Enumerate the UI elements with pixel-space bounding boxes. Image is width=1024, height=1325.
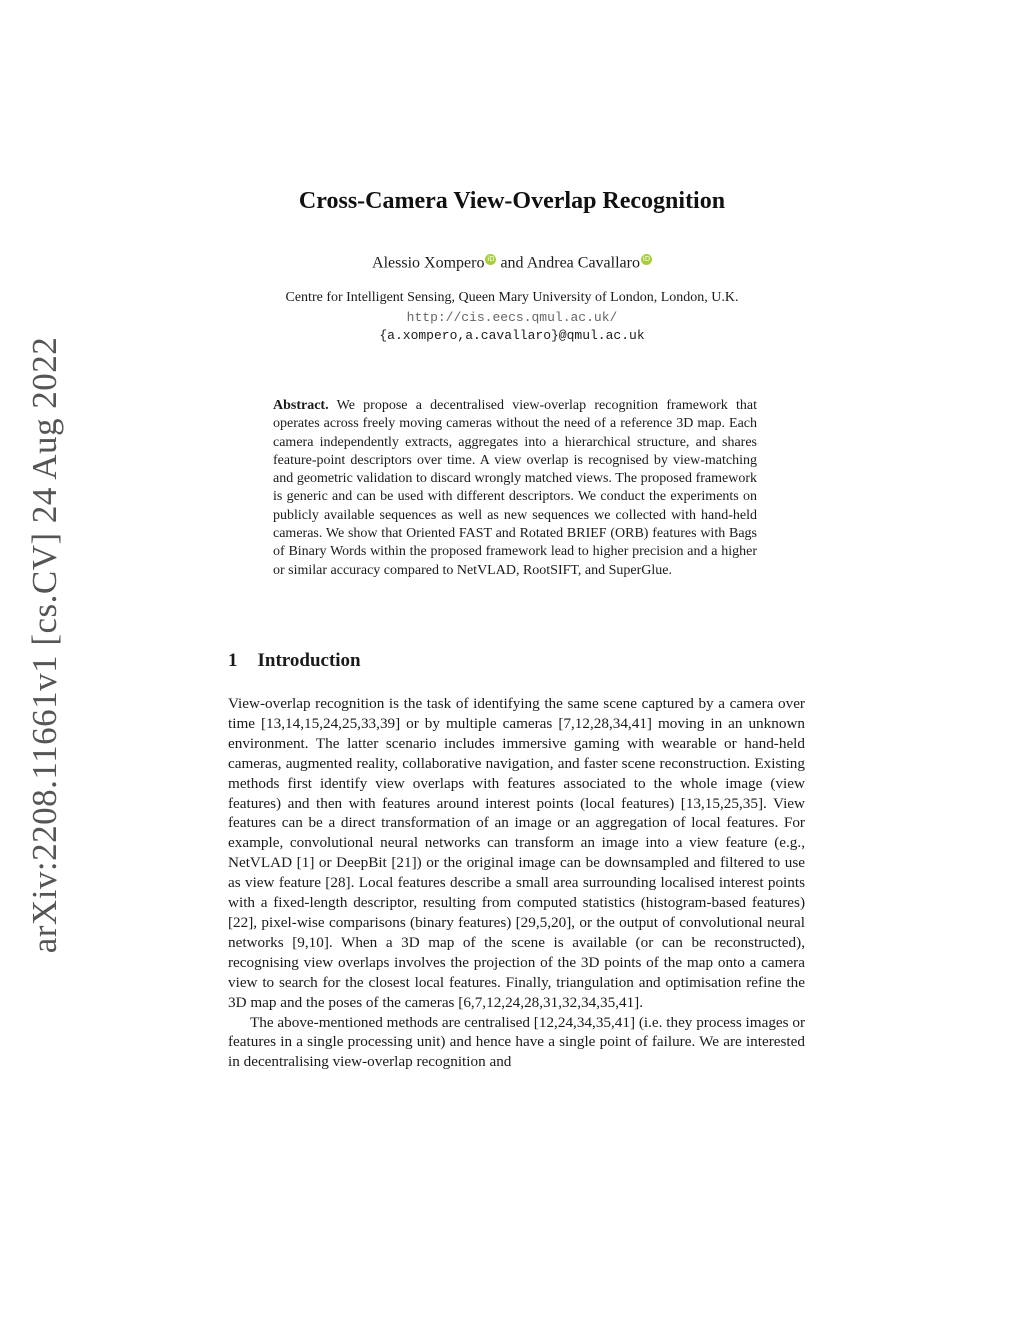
affiliation: Centre for Intelligent Sensing, Queen Mary University of London, London, U.K.: [285, 290, 739, 305]
author-name[interactable]: Alessio Xompero: [372, 254, 485, 272]
abstract: [273, 397, 757, 580]
author-connector: and: [500, 254, 524, 272]
paragraph: View-overlap recognition is the task of identifying the same scene captured by a camera over time [13,14,15,24,25,33,39] or by multiple cameras [7,12,28,34,41] moving in an unknown environment. The latter scenario includes immersive gaming with wearable or hand-held cameras, augmented reality, collaborative navigation, and faster scene reconstruction. Existing methods first identify view overlaps with features associated to the whole image (view features) and then with features around interest points (local features) [13,15,25,35]. View features can be a direct transformation of an image or an aggregation of local features. For example, convolutional neural networks can transform an image into a view feature (e.g., NetVLAD [1] or DeepBit [21]) or the original image can be downsampled and filtered to use as view feature [28]. Local features describe a small area surrounding localised interest points with a fixed-length descriptor, resulting from computed statistics (histogram-based features) [22], pixel-wise comparisons (binary features) [29,5,20], or the output of convolutional neural networks [9,10]. When a 3D map of the scene is available (or can be reconstructed), recognising view overlaps involves the projection of the 3D points of the map onto a camera view to search for the closest local features. Finally, triangulation and optimisation refine the 3D map and the poses of the cameras [6,7,12,24,28,31,32,34,35,41].: [228, 695, 805, 1011]
author-line: [0, 254, 1024, 272]
abstract-label: Abstract.: [273, 398, 329, 413]
arxiv-identifier: arXiv:2208.11661v1 [cs.CV] 24 Aug 2022: [25, 336, 64, 954]
institution-link[interactable]: http://cis.eecs.qmul.ac.uk/: [406, 310, 618, 325]
section-heading: [228, 650, 361, 672]
author-name[interactable]: Andrea Cavallaro: [526, 254, 640, 272]
paper-title: Cross-Camera View-Overlap Recognition: [298, 188, 726, 214]
abstract-text: We propose a decentralised view-overlap recognition framework that operates across freely moving cameras without the need of a reference 3D map. Each camera independently extracts, aggregates into a hierarchical structure, and shares feature-point descriptors over time. A view overlap is recognised by view-matching and geometric validation to discard wrongly matched views. The proposed framework is generic and can be used with different descriptors. We conduct the experiments on publicly available sequences as well as new sequences we collected with hand-held cameras. We show that Oriented FAST and Rotated BRIEF (ORB) features with Bags of Binary Words within the proposed framework lead to higher precision and a higher or similar accuracy compared to NetVLAD, RootSIFT, and SuperGlue.: [273, 398, 758, 578]
body-text: [228, 694, 805, 1072]
section-number: 1: [228, 650, 238, 671]
section-title: Introduction: [257, 650, 361, 671]
author-emails[interactable]: {a.xompero,a.cavallaro}@qmul.ac.uk: [379, 328, 645, 343]
orcid-icon[interactable]: iD: [487, 255, 495, 263]
paragraph: The above-mentioned methods are centralised [12,24,34,35,41] (i.e. they process images or features in a single processing unit) and hence have a single point of failure. We are interested in decentralising view-overlap recognition and: [228, 1013, 806, 1071]
orcid-icon[interactable]: iD: [642, 255, 651, 263]
